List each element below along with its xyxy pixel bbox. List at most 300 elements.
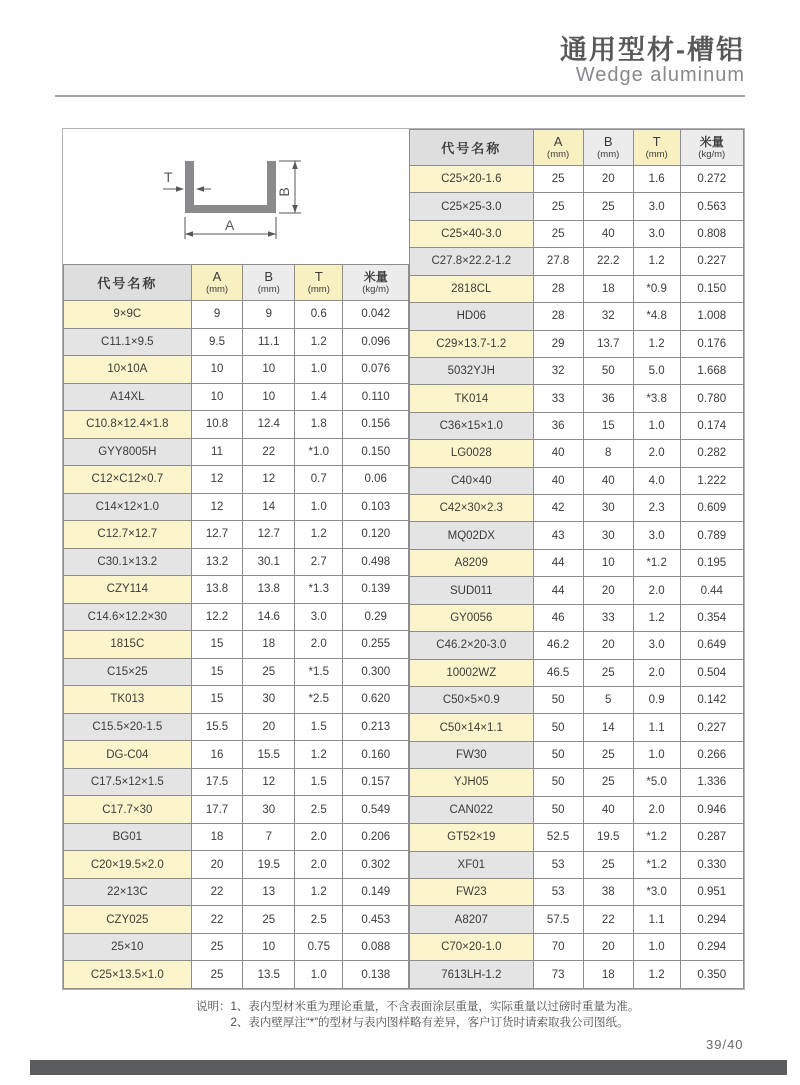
table-row	[64, 741, 409, 769]
t-value-cell: 1.8	[295, 411, 343, 439]
b-value-cell: 7	[243, 823, 295, 851]
weight-value-cell: 0.780	[680, 385, 743, 412]
table-row	[410, 961, 744, 989]
t-value-cell: 1.0	[633, 741, 680, 768]
right-table-container	[409, 129, 744, 989]
b-value-cell: 13.5	[243, 961, 295, 989]
a-value-cell: 10	[191, 383, 243, 411]
t-value-cell: 4.0	[633, 467, 680, 494]
a-value-cell: 20	[191, 851, 243, 879]
profile-code-cell: GT52×19	[410, 824, 534, 851]
t-value-cell: 1.2	[633, 248, 680, 275]
table-row	[410, 166, 744, 193]
b-value-cell: 12.7	[243, 521, 295, 549]
a-value-cell: 46.5	[533, 659, 583, 686]
weight-value-cell: 0.227	[680, 714, 743, 741]
b-value-cell: 25	[583, 193, 633, 220]
b-value-cell: 15	[583, 412, 633, 439]
t-value-cell: 3.0	[633, 220, 680, 247]
table-row	[64, 576, 409, 604]
weight-value-cell: 1.008	[680, 303, 743, 330]
profile-code-cell: DG-C04	[64, 741, 192, 769]
table-row	[64, 411, 409, 439]
t-value-cell: 5.0	[633, 357, 680, 384]
dimension-label-b: B	[276, 187, 292, 197]
t-value-cell: 0.6	[295, 301, 343, 329]
header-divider	[55, 95, 745, 97]
t-value-cell: 1.0	[633, 933, 680, 960]
t-value-cell: 2.5	[295, 796, 343, 824]
a-value-cell: 44	[533, 549, 583, 576]
column-header-b-label: B	[264, 269, 274, 284]
a-value-cell: 15	[191, 686, 243, 714]
t-value-cell: 2.0	[295, 823, 343, 851]
table-row	[64, 823, 409, 851]
a-value-cell: 22	[191, 878, 243, 906]
weight-value-cell: 0.096	[343, 328, 409, 356]
column-header-t-label: T	[652, 134, 661, 149]
table-row	[64, 686, 409, 714]
t-value-cell: 3.0	[633, 193, 680, 220]
weight-value-cell: 1.668	[680, 357, 743, 384]
notes-lines	[231, 999, 640, 1031]
weight-value-cell: 0.808	[680, 220, 743, 247]
t-value-cell: 1.5	[295, 768, 343, 796]
profile-code-cell: C25×20-1.6	[410, 166, 534, 193]
b-value-cell: 25	[583, 851, 633, 878]
column-header-t-unit: (mm)	[307, 284, 330, 295]
weight-value-cell: 0.302	[343, 851, 409, 879]
weight-value-cell: 0.174	[680, 412, 743, 439]
b-value-cell: 18	[583, 961, 633, 989]
t-value-cell: 3.0	[633, 522, 680, 549]
a-value-cell: 32	[533, 357, 583, 384]
profile-code-cell: GY0056	[410, 604, 534, 631]
weight-value-cell: 0.195	[680, 549, 743, 576]
profile-code-cell: A8209	[410, 549, 534, 576]
b-value-cell: 12.4	[243, 411, 295, 439]
b-value-cell: 50	[583, 357, 633, 384]
a-value-cell: 12	[191, 493, 243, 521]
t-value-cell: 2.0	[295, 631, 343, 659]
b-value-cell: 13.7	[583, 330, 633, 357]
table-row	[410, 303, 744, 330]
table-row	[64, 796, 409, 824]
b-value-cell: 40	[583, 220, 633, 247]
profile-code-cell: TK014	[410, 385, 534, 412]
table-row	[410, 275, 744, 302]
profile-code-cell: C30.1×13.2	[64, 548, 192, 576]
b-value-cell: 32	[583, 303, 633, 330]
table-row	[64, 603, 409, 631]
b-value-cell: 30.1	[243, 548, 295, 576]
b-value-cell: 38	[583, 878, 633, 905]
weight-value-cell: 0.29	[343, 603, 409, 631]
dimension-label-a: A	[225, 217, 235, 233]
page-number: 39/40	[706, 1037, 744, 1052]
a-value-cell: 53	[533, 878, 583, 905]
column-header-b-unit: (mm)	[257, 284, 280, 295]
t-value-cell: *4.8	[633, 303, 680, 330]
a-value-cell: 22	[191, 906, 243, 934]
t-value-cell: *1.0	[295, 438, 343, 466]
b-value-cell: 25	[583, 769, 633, 796]
column-header-weight-label: 米量	[363, 270, 388, 284]
b-value-cell: 19.5	[583, 824, 633, 851]
profile-code-cell: CZY114	[64, 576, 192, 604]
weight-value-cell: 0.300	[343, 658, 409, 686]
column-header-weight-label: 米量	[699, 135, 724, 149]
b-value-cell: 20	[583, 933, 633, 960]
t-value-cell: *1.5	[295, 658, 343, 686]
left-spec-table	[63, 264, 409, 989]
column-header-a	[533, 130, 583, 166]
table-row	[64, 521, 409, 549]
b-value-cell: 25	[583, 659, 633, 686]
profile-code-cell: C50×14×1.1	[410, 714, 534, 741]
a-value-cell: 17.5	[191, 768, 243, 796]
column-header-name: 代号名称	[64, 265, 192, 301]
b-value-cell: 10	[583, 549, 633, 576]
profile-code-cell: 10×10A	[64, 356, 192, 384]
weight-value-cell: 0.206	[343, 823, 409, 851]
weight-value-cell: 0.120	[343, 521, 409, 549]
b-value-cell: 30	[583, 495, 633, 522]
t-value-cell: 1.4	[295, 383, 343, 411]
b-value-cell: 33	[583, 604, 633, 631]
weight-value-cell: 0.649	[680, 632, 743, 659]
table-row	[410, 741, 744, 768]
table-row	[64, 961, 409, 989]
a-value-cell: 50	[533, 714, 583, 741]
a-value-cell: 52.5	[533, 824, 583, 851]
a-value-cell: 11	[191, 438, 243, 466]
column-header-t-unit: (mm)	[645, 149, 668, 160]
column-header-name: 代号名称	[410, 130, 534, 166]
weight-value-cell: 0.504	[680, 659, 743, 686]
profile-diagram	[63, 129, 409, 264]
column-header-a-unit: (mm)	[547, 149, 570, 160]
b-value-cell: 25	[243, 906, 295, 934]
profile-code-cell: LG0028	[410, 440, 534, 467]
profile-code-cell: 25×10	[64, 933, 192, 961]
a-value-cell: 40	[533, 440, 583, 467]
b-value-cell: 22	[243, 438, 295, 466]
a-value-cell: 33	[533, 385, 583, 412]
table-row	[64, 851, 409, 879]
weight-value-cell: 0.139	[343, 576, 409, 604]
profile-code-cell: C36×15×1.0	[410, 412, 534, 439]
weight-value-cell: 0.213	[343, 713, 409, 741]
t-value-cell: *3.8	[633, 385, 680, 412]
b-value-cell: 11.1	[243, 328, 295, 356]
b-value-cell: 9	[243, 301, 295, 329]
t-value-cell: 2.0	[633, 577, 680, 604]
column-header-b-label: B	[603, 134, 613, 149]
a-value-cell: 13.8	[191, 576, 243, 604]
profile-code-cell: 1815C	[64, 631, 192, 659]
a-value-cell: 10	[191, 356, 243, 384]
profile-code-cell: C40×40	[410, 467, 534, 494]
a-value-cell: 12.7	[191, 521, 243, 549]
profile-code-cell: SUD011	[410, 577, 534, 604]
b-value-cell: 14	[583, 714, 633, 741]
table-row	[410, 687, 744, 714]
table-row	[410, 522, 744, 549]
weight-value-cell: 0.266	[680, 741, 743, 768]
b-value-cell: 36	[583, 385, 633, 412]
t-value-cell: *5.0	[633, 769, 680, 796]
b-value-cell: 19.5	[243, 851, 295, 879]
t-value-cell: 1.1	[633, 714, 680, 741]
t-value-cell: 1.0	[295, 493, 343, 521]
profile-code-cell: GYY8005H	[64, 438, 192, 466]
page-title-english: Wedge aluminum	[575, 64, 745, 86]
weight-value-cell: 0.06	[343, 466, 409, 494]
weight-value-cell: 0.946	[680, 796, 743, 823]
weight-value-cell: 0.142	[680, 687, 743, 714]
a-value-cell: 18	[191, 823, 243, 851]
a-value-cell: 9	[191, 301, 243, 329]
weight-value-cell: 0.150	[680, 275, 743, 302]
b-dimension	[279, 161, 301, 213]
a-value-cell: 42	[533, 495, 583, 522]
profile-code-cell: FW30	[410, 741, 534, 768]
weight-value-cell: 0.44	[680, 577, 743, 604]
content-box	[62, 128, 745, 990]
footer-bar	[30, 1060, 787, 1075]
table-row	[410, 604, 744, 631]
t-value-cell: 0.7	[295, 466, 343, 494]
column-header-a-unit: (mm)	[205, 284, 229, 295]
weight-value-cell: 1.336	[680, 769, 743, 796]
table-row	[410, 577, 744, 604]
profile-code-cell: C25×13.5×1.0	[64, 961, 192, 989]
a-value-cell: 25	[533, 166, 583, 193]
weight-value-cell: 0.157	[343, 768, 409, 796]
weight-value-cell: 0.282	[680, 440, 743, 467]
weight-value-cell: 0.563	[680, 193, 743, 220]
weight-value-cell: 0.294	[680, 906, 743, 933]
t-value-cell: *1.2	[633, 549, 680, 576]
table-header-row	[410, 130, 744, 166]
profile-code-cell: C10.8×12.4×1.8	[64, 411, 192, 439]
profile-code-cell: C17.7×30	[64, 796, 192, 824]
profile-code-cell: A8207	[410, 906, 534, 933]
profile-code-cell: C20×19.5×2.0	[64, 851, 192, 879]
table-row	[410, 632, 744, 659]
a-value-cell: 25	[533, 193, 583, 220]
profile-code-cell: 7613LH-1.2	[410, 961, 534, 989]
profile-code-cell: A14XL	[64, 383, 192, 411]
b-value-cell: 25	[243, 658, 295, 686]
t-value-cell: *3.0	[633, 878, 680, 905]
a-value-cell: 9.5	[191, 328, 243, 356]
profile-code-cell: C29×13.7-1.2	[410, 330, 534, 357]
table-row	[410, 385, 744, 412]
a-value-cell: 36	[533, 412, 583, 439]
a-value-cell: 53	[533, 851, 583, 878]
b-value-cell: 18	[583, 275, 633, 302]
weight-value-cell: 0.088	[343, 933, 409, 961]
weight-value-cell: 0.156	[343, 411, 409, 439]
t-value-cell: 1.2	[295, 878, 343, 906]
t-value-cell: 2.7	[295, 548, 343, 576]
b-value-cell: 10	[243, 383, 295, 411]
table-row	[64, 548, 409, 576]
column-header-weight	[680, 130, 743, 166]
a-value-cell: 10.8	[191, 411, 243, 439]
table-row	[410, 412, 744, 439]
weight-value-cell: 0.350	[680, 961, 743, 989]
weight-value-cell: 1.222	[680, 467, 743, 494]
weight-value-cell: 0.330	[680, 851, 743, 878]
b-value-cell: 25	[583, 741, 633, 768]
b-value-cell: 30	[583, 522, 633, 549]
b-value-cell: 22.2	[583, 248, 633, 275]
a-value-cell: 28	[533, 275, 583, 302]
a-value-cell: 16	[191, 741, 243, 769]
weight-value-cell: 0.294	[680, 933, 743, 960]
table-row	[64, 466, 409, 494]
profile-code-cell: XF01	[410, 851, 534, 878]
t-value-cell: *2.5	[295, 686, 343, 714]
profile-code-cell: YJH05	[410, 769, 534, 796]
table-row	[64, 383, 409, 411]
column-header-weight-unit: (kg/m)	[362, 284, 390, 295]
a-value-cell: 50	[533, 769, 583, 796]
a-value-cell: 29	[533, 330, 583, 357]
weight-value-cell: 0.272	[680, 166, 743, 193]
b-value-cell: 13.8	[243, 576, 295, 604]
dimension-label-t: T	[164, 169, 173, 185]
table-row	[410, 878, 744, 905]
notes-label: 说明：	[196, 1001, 231, 1013]
profile-code-cell: C50×5×0.9	[410, 687, 534, 714]
profile-code-cell: 10002WZ	[410, 659, 534, 686]
a-value-cell: 15	[191, 658, 243, 686]
b-value-cell: 20	[583, 166, 633, 193]
table-row	[410, 330, 744, 357]
t-value-cell: 1.6	[633, 166, 680, 193]
weight-value-cell: 0.453	[343, 906, 409, 934]
t-value-cell: 2.0	[295, 851, 343, 879]
weight-value-cell: 0.951	[680, 878, 743, 905]
table-row	[64, 878, 409, 906]
profile-code-cell: TK013	[64, 686, 192, 714]
b-value-cell: 30	[243, 686, 295, 714]
table-row	[64, 356, 409, 384]
b-value-cell: 40	[583, 796, 633, 823]
table-row	[410, 193, 744, 220]
a-value-cell: 25	[533, 220, 583, 247]
weight-value-cell: 0.287	[680, 824, 743, 851]
profile-code-cell: C70×20-1.0	[410, 933, 534, 960]
note-line-1: 1、表内型材米重为理论重量，不含表面涂层重量，实际重量以过磅时重量为准。	[230, 1001, 640, 1013]
a-value-cell: 27.8	[533, 248, 583, 275]
b-value-cell: 20	[583, 577, 633, 604]
table-row	[410, 220, 744, 247]
weight-value-cell: 0.227	[680, 248, 743, 275]
weight-value-cell: 0.150	[343, 438, 409, 466]
profile-code-cell: FW23	[410, 878, 534, 905]
table-row	[64, 328, 409, 356]
table-row	[64, 933, 409, 961]
weight-value-cell: 0.076	[343, 356, 409, 384]
table-row	[64, 301, 409, 329]
a-value-cell: 12.2	[191, 603, 243, 631]
t-value-cell: *1.3	[295, 576, 343, 604]
a-value-cell: 50	[533, 796, 583, 823]
a-value-cell: 15	[191, 631, 243, 659]
t-value-cell: 1.5	[295, 713, 343, 741]
profile-code-cell: 9×9C	[64, 301, 192, 329]
table-row	[410, 495, 744, 522]
column-header-a-label: A	[553, 134, 563, 149]
t-value-cell: *1.2	[633, 851, 680, 878]
b-value-cell: 12	[243, 466, 295, 494]
t-value-cell: 1.2	[633, 604, 680, 631]
weight-value-cell: 0.138	[343, 961, 409, 989]
a-value-cell: 50	[533, 741, 583, 768]
a-value-cell: 13.2	[191, 548, 243, 576]
table-row	[410, 440, 744, 467]
b-value-cell: 14.6	[243, 603, 295, 631]
profile-code-cell: 5032YJH	[410, 357, 534, 384]
table-row	[64, 768, 409, 796]
weight-value-cell: 0.160	[343, 741, 409, 769]
b-value-cell: 18	[243, 631, 295, 659]
table-row	[64, 658, 409, 686]
weight-value-cell: 0.149	[343, 878, 409, 906]
t-value-cell: 1.0	[295, 961, 343, 989]
weight-value-cell: 0.255	[343, 631, 409, 659]
a-value-cell: 73	[533, 961, 583, 989]
weight-value-cell: 0.609	[680, 495, 743, 522]
a-value-cell: 40	[533, 467, 583, 494]
table-row	[410, 714, 744, 741]
page-title-chinese: 通用型材-槽铝	[560, 35, 745, 65]
b-value-cell: 40	[583, 467, 633, 494]
t-value-cell: 2.0	[633, 440, 680, 467]
t-value-cell: 1.2	[295, 328, 343, 356]
b-value-cell: 5	[583, 687, 633, 714]
a-value-cell: 57.5	[533, 906, 583, 933]
table-row	[64, 631, 409, 659]
table-row	[410, 824, 744, 851]
column-header-weight	[343, 265, 409, 301]
table-row	[410, 659, 744, 686]
b-value-cell: 22	[583, 906, 633, 933]
weight-value-cell: 0.103	[343, 493, 409, 521]
b-value-cell: 10	[243, 933, 295, 961]
weight-value-cell: 0.176	[680, 330, 743, 357]
a-value-cell: 25	[191, 933, 243, 961]
profile-code-cell: C14.6×12.2×30	[64, 603, 192, 631]
t-value-cell: 1.0	[295, 356, 343, 384]
profile-code-cell: C17.5×12×1.5	[64, 768, 192, 796]
table-row	[410, 357, 744, 384]
table-row	[410, 906, 744, 933]
u-channel-shape	[185, 161, 276, 213]
a-value-cell: 25	[191, 961, 243, 989]
t-value-cell: 1.2	[295, 741, 343, 769]
t-value-cell: 3.0	[633, 632, 680, 659]
profile-code-cell: C15.5×20-1.5	[64, 713, 192, 741]
note-line-2: 2、表内壁厚注“*”的型材与表内图样略有差异，客户订货时请索取我公司图纸。	[230, 1017, 629, 1029]
column-header-b	[583, 130, 633, 166]
t-value-cell: 2.3	[633, 495, 680, 522]
